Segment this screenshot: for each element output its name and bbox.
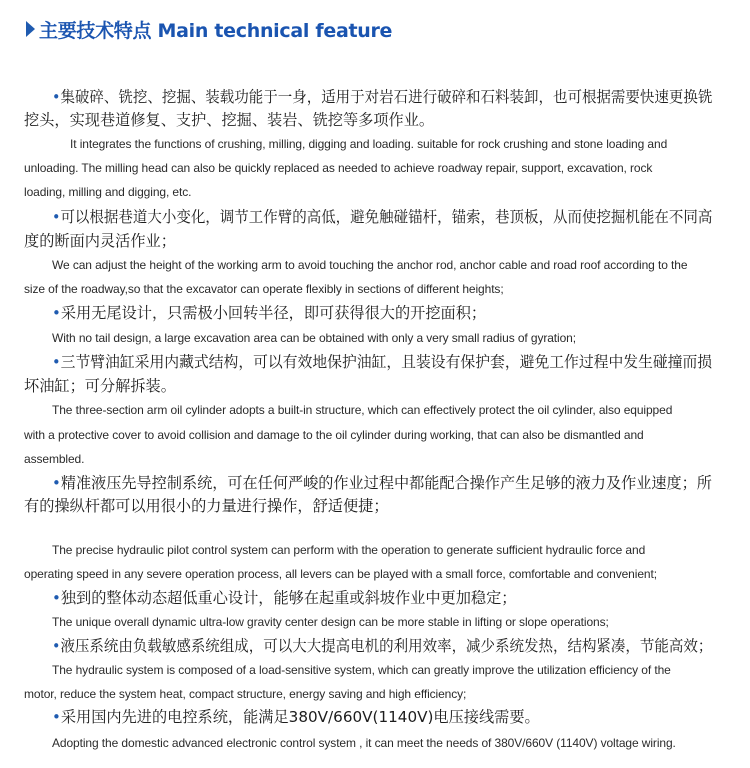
bullet-icon: •	[52, 353, 61, 371]
bullet-icon: •	[52, 208, 61, 226]
feature-6-en-line-1: The unique overall dynamic ultra-low gravity center design can be more stable in lifting or slope operations;	[52, 615, 609, 629]
bullet-icon: •	[52, 708, 61, 726]
feature-4-cn-line-1: •三节臂油缸采用内藏式结构，可以有效地保护油缸，且装设有保护套，避免工作过程中发生碰撞而损	[52, 353, 713, 371]
bullet-icon: •	[52, 474, 61, 492]
feature-7-en-line-2: motor, reduce the system heat, compact structure, energy saving and high efficiency;	[24, 687, 467, 701]
triangle-marker-icon	[26, 21, 35, 37]
bullet-icon: •	[52, 88, 61, 106]
feature-3-cn-line-1: •采用无尾设计，只需极小回转半径，即可获得很大的开挖面积；	[52, 304, 487, 322]
feature-3-en-line-1: With no tail design, a large excavation area can be obtained with only a very small radius of gyration;	[52, 331, 576, 345]
bullet-icon: •	[52, 637, 61, 655]
feature-2-cn-line-2: 度的断面内灵活作业；	[24, 232, 176, 250]
feature-7-cn-line-1: •液压系统由负载敏感系统组成，可以大大提高电机的利用效率，减少系统发热，结构紧凑，节能高效；	[52, 637, 713, 655]
feature-1-cn-line-2: 挖头，实现巷道修复、支护、挖掘、装岩、铣挖等多项作业。	[24, 111, 435, 129]
section-title: 主要技术特点 Main technical feature	[39, 19, 393, 42]
bullet-icon: •	[52, 304, 61, 322]
feature-4-cn-line-2: 坏油缸；可分解拆装。	[24, 377, 176, 395]
feature-2-en-line-2: size of the roadway,so that the excavator can operate flexibly in sections of different heights;	[24, 282, 504, 296]
feature-1-en-line-2: unloading. The milling head can also be quickly replaced as needed to achieve roadway repair, support, excavation, rock	[24, 161, 653, 175]
feature-8-cn-line-1: •采用国内先进的电控系统，能满足380V/660V(1140V)电压接线需要。	[52, 708, 540, 726]
feature-6-cn-line-1: •独到的整体动态超低重心设计，能够在起重或斜坡作业中更加稳定；	[52, 589, 517, 607]
feature-4-en-line-1: The three-section arm oil cylinder adopts a built-in structure, which can effectively protect the oil cylinder, also equipped	[52, 403, 673, 417]
feature-1-en-line-1: It integrates the functions of crushing, milling, digging and loading. suitable for rock crushing and stone loading and	[70, 137, 668, 151]
feature-5-cn-line-1: •精准液压先导控制系统，可在任何严峻的作业过程中都能配合操作产生足够的液力及作业速度；所	[52, 474, 712, 492]
feature-5-en-line-1: The precise hydraulic pilot control system can perform with the operation to generate sufficient hydraulic force and	[52, 543, 646, 557]
feature-5-en-line-2: operating speed in any severe operation process, all levers can be played with a small force, comfortable and convenient;	[24, 567, 657, 581]
feature-2-en-line-1: We can adjust the height of the working arm to avoid touching the anchor rod, anchor cable and road roof according to the	[52, 258, 688, 272]
section-header	[26, 16, 392, 42]
feature-4-en-line-3: assembled.	[24, 452, 85, 466]
feature-1-cn-line-1: •集破碎、铣挖、挖掘、装载功能于一身，适用于对岩石进行破碎和石料装卸，也可根据需要快速更换铣	[52, 88, 713, 106]
feature-7-en-line-1: The hydraulic system is composed of a load-sensitive system, which can greatly improve the utilization efficiency of the	[52, 663, 671, 677]
feature-5-cn-line-2: 有的操纵杆都可以用很小的力量进行操作，舒适便捷；	[24, 497, 389, 515]
feature-4-en-line-2: with a protective cover to avoid collision and damage to the oil cylinder during working, that can also be dismantled and	[24, 428, 644, 442]
feature-1-en-line-3: loading, milling and digging, etc.	[24, 185, 192, 199]
feature-2-cn-line-1: •可以根据巷道大小变化，调节工作臂的高低，避免触碰锚杆，锚索，巷顶板，从而使挖掘机能在不同高	[52, 208, 713, 226]
bullet-icon: •	[52, 589, 61, 607]
feature-8-en-line-1: Adopting the domestic advanced electronic control system , it can meet the needs of 380V/660V (1140V) voltage wiring.	[52, 736, 676, 750]
